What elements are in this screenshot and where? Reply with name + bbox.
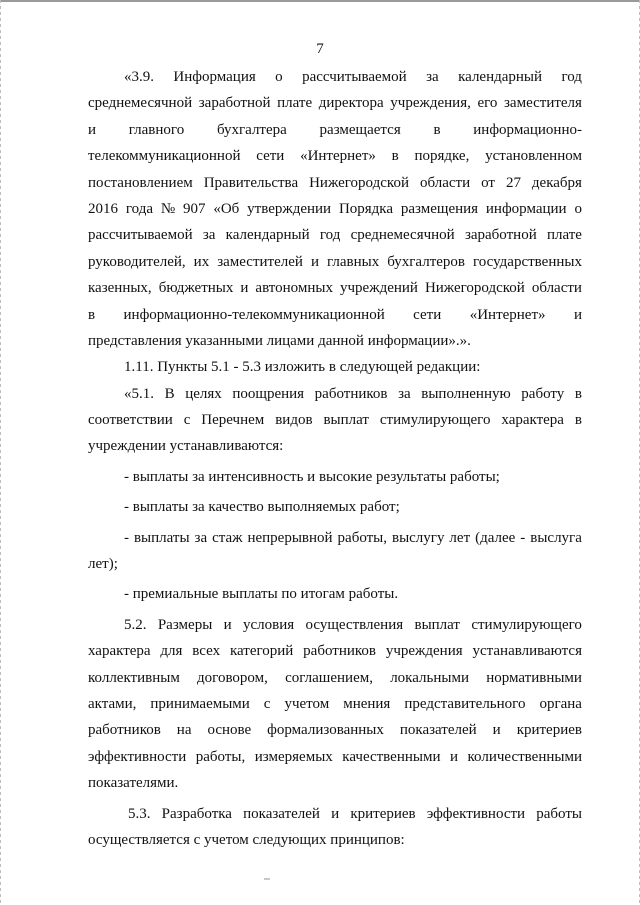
word: 27 — [505, 174, 521, 191]
word: соглашением, — [285, 669, 373, 686]
word: руководителей, — [88, 253, 186, 270]
word: на — [176, 722, 192, 739]
word: учреждения — [385, 643, 463, 660]
word: декабря — [531, 174, 582, 191]
word: характера — [88, 643, 151, 660]
paragraph-5-1-last-line: учреждении устанавливаются: — [88, 438, 284, 455]
word: соответствии — [88, 412, 173, 429]
word: учреждений — [340, 280, 418, 297]
document-body — [88, 64, 582, 853]
word: год — [319, 227, 341, 244]
word: года — [125, 200, 153, 217]
word: стаж — [212, 529, 243, 546]
word: казенных, — [88, 280, 152, 297]
word: показателей — [243, 805, 320, 822]
word: Перечнем — [201, 412, 265, 429]
word: размещается — [319, 121, 401, 138]
word: его — [477, 95, 498, 112]
word: показателей — [399, 722, 477, 739]
text-line — [88, 222, 582, 248]
word: и — [492, 722, 501, 739]
word: № — [160, 200, 176, 217]
paragraph-5-2 — [88, 612, 582, 770]
word: работу — [521, 385, 565, 402]
text-line — [88, 744, 582, 770]
word: характера — [501, 412, 564, 429]
text-line — [88, 691, 582, 717]
word: В — [164, 385, 175, 402]
word: 5.3. — [128, 805, 151, 822]
word: от — [481, 174, 495, 191]
word: и — [223, 616, 232, 633]
word: заместителей — [217, 253, 303, 270]
word: директора — [318, 95, 384, 112]
paragraph-5-3-last-line: осуществляется с учетом следующих принципов: — [88, 831, 405, 848]
text-line — [88, 64, 582, 90]
word: 907 — [182, 200, 206, 217]
word: представительного — [404, 695, 526, 712]
word: для — [160, 643, 183, 660]
word: календарный — [225, 227, 310, 244]
word: выслугу — [391, 529, 445, 546]
word: мнения — [343, 695, 391, 712]
word: работы, — [337, 529, 388, 546]
word: 5.2. — [124, 616, 147, 633]
word: порядке, — [414, 148, 470, 165]
word: локальными — [390, 669, 469, 686]
word: стимулирующего — [379, 412, 491, 429]
word: органа — [539, 695, 582, 712]
word: размещения — [400, 200, 479, 217]
word: нормативными — [486, 669, 582, 686]
word: главного — [128, 121, 185, 138]
word: эффективности — [426, 805, 526, 822]
word: всех — [192, 643, 221, 660]
word: заместителя — [504, 95, 582, 112]
word: «5.1. — [124, 385, 154, 402]
word: среднемесячной — [88, 95, 193, 112]
word: главных — [326, 253, 380, 270]
paragraph-3-9-last-line: представления указанными лицами данной информации».». — [88, 332, 471, 349]
word: поощрения — [232, 385, 305, 402]
word: выполненную — [421, 385, 511, 402]
word: и — [88, 121, 97, 138]
word: - — [520, 529, 526, 546]
word: категорий — [229, 643, 294, 660]
word: - — [124, 529, 129, 546]
text-line — [88, 381, 582, 407]
word: сети — [413, 306, 442, 323]
word: критериев — [350, 805, 416, 822]
word: «3.9. — [124, 69, 154, 85]
text-line — [88, 407, 582, 433]
word: Порядка — [338, 200, 394, 217]
list-item-2: - выплаты за качество выполняемых работ; — [124, 499, 400, 516]
word: формализованных — [267, 722, 384, 739]
word: в — [88, 306, 96, 323]
word: Нижегородской — [424, 280, 525, 297]
word: осуществления — [305, 616, 404, 633]
text-line — [88, 170, 582, 196]
word: и — [331, 805, 340, 822]
word: рассчитываемой — [302, 69, 407, 85]
word: информационно- — [473, 121, 582, 138]
scan-top-border — [0, 0, 640, 2]
word: заработной — [198, 95, 271, 112]
word: непрерывной — [247, 529, 333, 546]
word: работников — [303, 643, 376, 660]
word: заработной — [464, 227, 537, 244]
word: и — [573, 306, 582, 323]
word: плате — [277, 95, 313, 112]
text-line — [88, 638, 582, 664]
word: плате — [546, 227, 582, 244]
word: Информация — [173, 69, 256, 85]
paragraph-1-11: 1.11. Пункты 5.1 - 5.3 изложить в следующей редакции: — [124, 359, 481, 376]
word: о — [275, 69, 283, 85]
word: целях — [185, 385, 222, 402]
word: год — [561, 69, 582, 85]
word: выплаты — [133, 529, 190, 546]
word: «Об — [213, 200, 240, 217]
word: среднемесячной — [350, 227, 455, 244]
word: в — [574, 412, 582, 429]
word: (далее — [475, 529, 516, 546]
word: календарный — [458, 69, 543, 85]
text-line — [88, 612, 582, 638]
word: информационно-телекоммуникационной — [123, 306, 385, 323]
word: и — [310, 253, 319, 270]
word: за — [202, 227, 216, 244]
scan-left-border — [0, 0, 1, 905]
word: актами, — [88, 695, 137, 712]
word: выслуга — [530, 529, 582, 546]
text-line — [88, 90, 582, 116]
word: утверждении — [247, 200, 332, 217]
paragraph-3-9 — [88, 64, 582, 328]
word: Нижегородской — [309, 174, 409, 191]
word: критериев — [516, 722, 582, 739]
word: о — [574, 200, 582, 217]
text-line — [88, 249, 582, 275]
word: сети — [256, 148, 285, 165]
paragraph-5-2-last-line: показателями. — [88, 775, 179, 792]
list-item-3-last-line: лет); — [88, 556, 118, 573]
word: устанавливаются — [472, 643, 582, 660]
text-line — [88, 275, 582, 301]
text-line — [88, 525, 582, 551]
word: «Интернет» — [469, 306, 546, 323]
word: условия — [243, 616, 295, 633]
word: выплат — [323, 412, 369, 429]
word: постановлением — [88, 174, 193, 191]
word: за — [398, 385, 411, 402]
text-line — [88, 117, 582, 143]
word: с — [263, 695, 271, 712]
word: государственных — [473, 253, 582, 270]
paragraph-5-1 — [88, 381, 582, 434]
word: 2016 — [88, 200, 118, 217]
word: установленном — [485, 148, 582, 165]
word: принимаемыми — [150, 695, 250, 712]
word: в — [391, 148, 399, 165]
text-line — [88, 302, 582, 328]
word: коллективным — [88, 669, 180, 686]
text-line — [88, 717, 582, 743]
word: за — [426, 69, 439, 85]
word: Размеры — [157, 616, 213, 633]
word: бухгалтера — [216, 121, 287, 138]
word: видов — [275, 412, 313, 429]
word: бухгалтеров — [387, 253, 465, 270]
word: их — [193, 253, 210, 270]
word: учетом — [284, 695, 330, 712]
word: и — [450, 748, 459, 765]
page-number: 7 — [316, 41, 324, 57]
word: рассчитываемой — [88, 227, 193, 244]
word: лет — [449, 529, 471, 546]
word: работников — [314, 385, 388, 402]
word: телекоммуникационной — [88, 148, 241, 165]
word: качественными — [342, 748, 441, 765]
text-line — [88, 801, 582, 827]
word: бюджетных — [158, 280, 234, 297]
paragraph-5-3 — [88, 801, 582, 827]
word: области — [531, 280, 582, 297]
word: в — [433, 121, 441, 138]
word: договором, — [197, 669, 268, 686]
text-line — [88, 196, 582, 222]
scan-artifact — [264, 878, 270, 880]
word: за — [194, 529, 208, 546]
word: в — [574, 385, 582, 402]
word: области — [419, 174, 471, 191]
word: с — [183, 412, 191, 429]
word: измеряемых — [254, 748, 333, 765]
word: информации — [485, 200, 567, 217]
list-item-3 — [88, 525, 582, 551]
word: стимулирующего — [471, 616, 582, 633]
word: выплат — [414, 616, 460, 633]
word: Правительства — [203, 174, 299, 191]
word: работы — [536, 805, 582, 822]
word: «Интернет» — [300, 148, 376, 165]
word: учреждения, — [390, 95, 471, 112]
word: работников — [88, 722, 161, 739]
text-line — [88, 665, 582, 691]
list-item-1: - выплаты за интенсивность и высокие результаты работы; — [124, 468, 500, 485]
word: автономных — [255, 280, 333, 297]
list-item-4: - премиальные выплаты по итогам работы. — [124, 586, 399, 603]
word: основе — [207, 722, 252, 739]
word: количественными — [467, 748, 582, 765]
word: работы, — [195, 748, 246, 765]
word: эффективности — [88, 748, 187, 765]
text-line — [88, 143, 582, 169]
word: Разработка — [161, 805, 232, 822]
word: и — [240, 280, 249, 297]
